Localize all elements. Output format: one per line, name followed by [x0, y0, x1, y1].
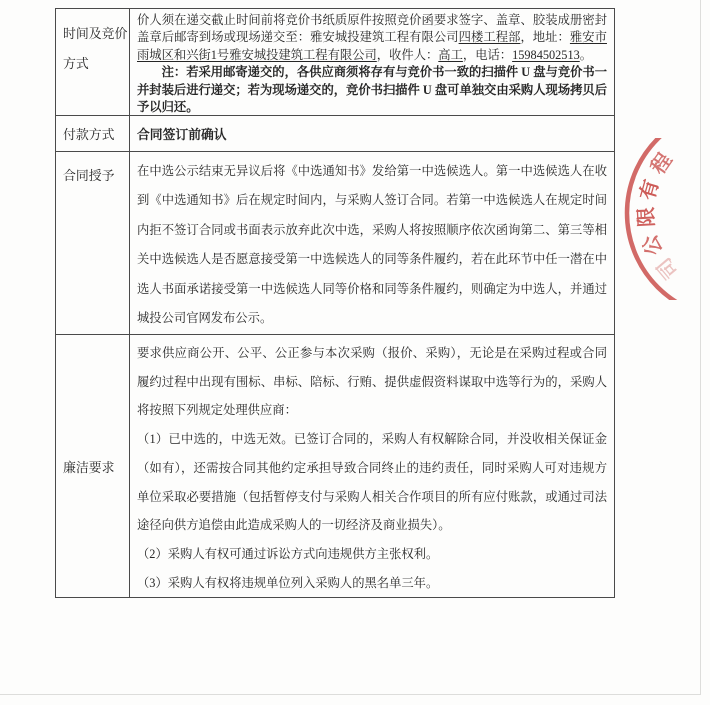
body-text: ，地址：: [520, 30, 570, 45]
row-content-time-and-bidding: [130, 9, 614, 115]
paragraph: （2）采购人有权可通过诉讼方式向违规供方主张权利。: [137, 546, 439, 561]
bold-note-paragraph: 注：若采用邮寄递交的，各供应商须将存有与竞价书一致的扫描件 U 盘与竞价书一并封装后进行递交；若为现场递交的，竞价书扫描件 U 盘可单独交由采购人现场拷贝后予以归还。: [137, 65, 608, 115]
row-label-time-and-bidding: 时间及竞价方式: [56, 9, 130, 115]
paragraph: [137, 12, 607, 64]
underlined-text-address: 雅安市雨城区和兴街1号雅安城投建筑工程有限公司: [137, 30, 607, 62]
seal-character: 司: [653, 253, 683, 283]
paragraph: （1）已中选的，中选无效。已签订合同的，采购人有权解除合同，并没收相关保证金（如有），还需按合同其他约定承担导致合同终止的违约责任，同时采购人可对违规方单位采取必要措施（包括暂停支付与采购人相关合作项目的所有应付账款，或通过司法途径向供方追偿由此造成采购人的一切经济及商业损失）。: [137, 432, 607, 533]
underlined-text-recipient: 高工: [438, 47, 463, 62]
page-edge-bottom: [0, 694, 701, 695]
row-label-integrity-requirements: 廉洁要求: [56, 335, 130, 597]
table-row-contract-award: [56, 151, 614, 334]
table-row-payment-method: [56, 115, 614, 151]
row-content-integrity-requirements: [130, 335, 614, 597]
row-label-payment-method: 付款方式: [56, 116, 130, 151]
underlined-text-department: 四楼工程部: [458, 30, 521, 45]
body-text: 价人须在递交截止时间前将竞价书纸质原件按照竞价函要求签字、盖章、胶装成册密封盖章后邮寄到场或现场递交至：雅安城投建筑工程有限公司: [137, 13, 607, 45]
body-text: ，电话：: [462, 47, 513, 62]
underlined-text-phone: 15984502513: [512, 47, 580, 62]
table-row-time-and-bidding: [56, 9, 614, 115]
row-content-payment-method: 合同签订前确认: [137, 128, 227, 142]
body-text: ，收件人：: [376, 47, 439, 62]
paragraph: 要求供应商公开、公平、公正参与本次采购（报价、采购），无论是在采购过程或合同履约过程中出现有围标、串标、陪标、行贿、提供虚假资料谋取中选等行为的，采购人将按照下列规定处理供应商：: [137, 346, 607, 418]
seal-character: 有: [636, 177, 664, 203]
seal-character: 公: [639, 231, 667, 259]
body-text: 。: [579, 47, 593, 62]
paragraph: 在中选公示结束无异议后将《中选通知书》发给第一中选候选人。第一中选候选人在收到《中选通知书》后在规定时间内，与采购人签订合同。若第一中选候选人在规定时间内拒不签订合同或书面表示放弃此次中选，采购人将按照顺序依次函询第二、第三等相关中选候选人是否愿意接受第一中选候选人的同等条件履约，若在此环节中任一潜在中选人书面承诺接受第一中选候选人同等价格和同等条件履约，则确定为中选人，并通过城投公司官网发布公示。: [137, 164, 607, 326]
row-label-contract-award: 合同授予: [56, 152, 130, 334]
paragraph: （3）采购人有权将违规单位列入采购人的黑名单三年。: [137, 575, 439, 590]
table-row-integrity-requirements: [56, 334, 614, 597]
seal-character: 限: [635, 206, 659, 228]
page-edge-right: [700, 0, 701, 695]
seal-character: 程: [647, 149, 677, 179]
row-content-contract-award: [130, 152, 614, 334]
procurement-terms-table: [55, 8, 615, 598]
company-round-seal: [612, 138, 710, 300]
